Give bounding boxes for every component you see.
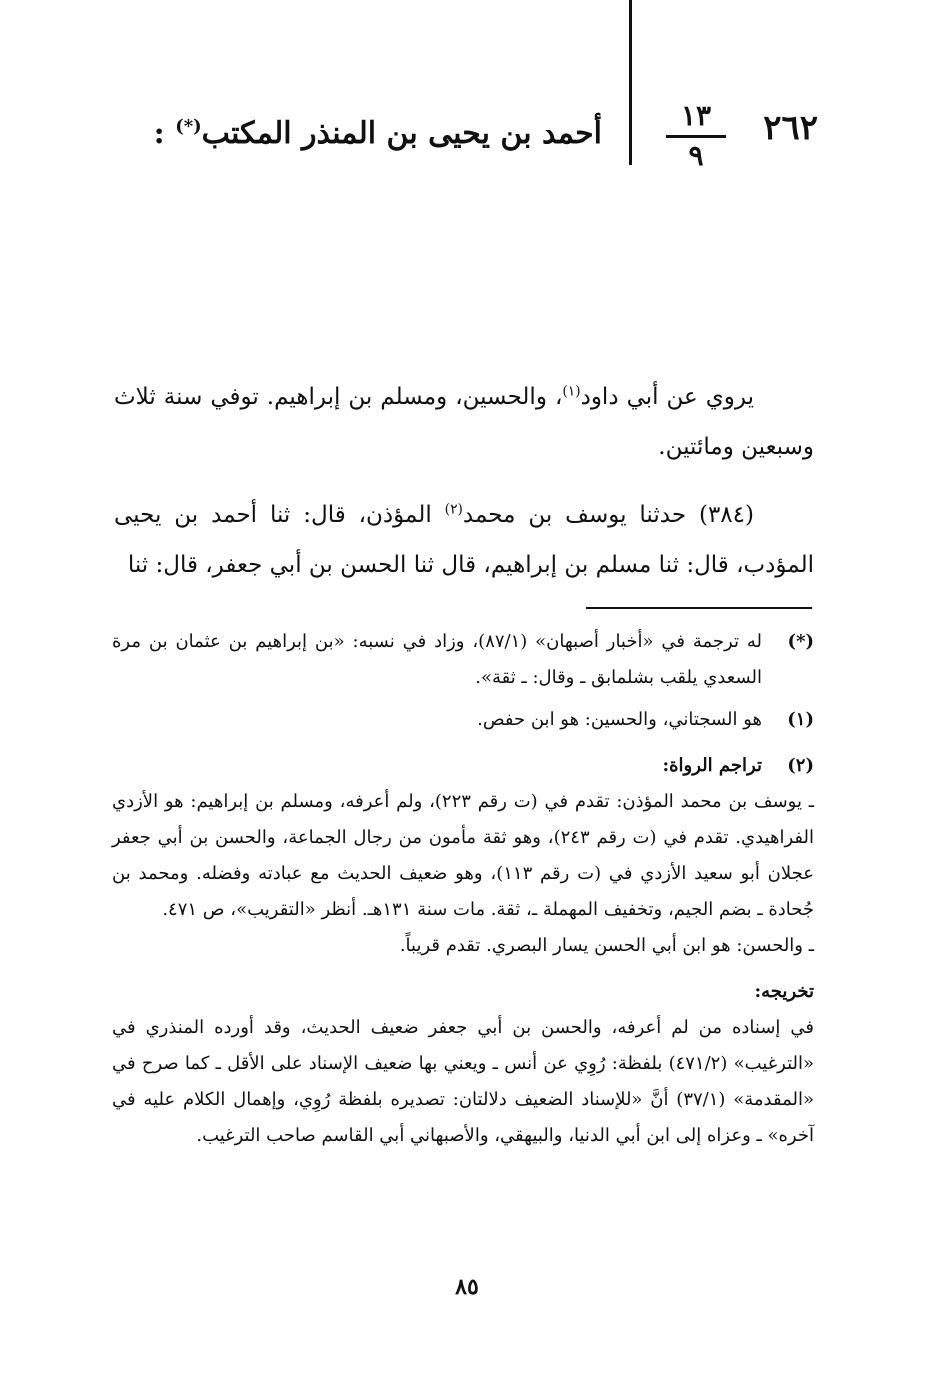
footnote-2 [112, 748, 814, 784]
footnote-ref-2: (٢) [444, 501, 463, 518]
takhrij-heading: تخريجه: [754, 981, 814, 1002]
footnotes [112, 624, 814, 1154]
footnote-marker: (٢) [787, 755, 814, 776]
title-colon: : [153, 116, 165, 151]
entry-title-text: أحمد بن يحيى بن المنذر المكتب [201, 116, 602, 151]
para2-text-b: المؤذن، قال: ثنا أحمد بن يحيى المؤدب، قال: ثنا مسلم بن إبراهيم، قال ثنا الحسن بن أبي جعفر، قال: ثنا [114, 502, 814, 578]
takhrij-text: في إسناده من لم أعرفه، والحسن بن أبي جعفر ضعيف الحديث، وقد أورده المنذري في «الترغيب» (٤٧١/٢) بلفظة: رُوِي عن أنس ـ ويعني بها ضعيف الإسناد على الأقل ـ كما صرح في «المقدمة» (٣٧/١) أنَّ «للإسناد الضعيف دلالتان: تصديره بلفظة رُوِي، وإهمال الكلام عليه في آخره» ـ وعزاه إلى ابن أبي الدنيا، والبيهقي، والأصبهاني أبي القاسم صاحب الترغيب. [112, 1017, 814, 1146]
footnote-star [112, 624, 814, 696]
main-text [114, 372, 814, 590]
header-divider [629, 0, 632, 165]
footnote-heading [112, 748, 762, 784]
footnote-marker: (*) [787, 631, 814, 652]
fraction-numerator: ١٣ [680, 99, 712, 132]
footnote-1 [112, 702, 814, 738]
entry-number: ٢٦٢ [763, 108, 818, 148]
para1-text-a: يروي عن أبي داود [580, 384, 754, 410]
para2-text-a: (٣٨٤) حدثنا يوسف بن محمد [462, 502, 754, 528]
para1-text-b: ، والحسين، ومسلم بن إبراهيم. توفي سنة ثلاث وسبعين ومائتين. [114, 384, 814, 460]
footnote-marker: (١) [787, 709, 814, 730]
footnote-ref-1: (١) [562, 383, 581, 400]
narrator-bio-1: ـ يوسف بن محمد المؤذن: تقدم في (ت رقم ٢٢٣)، ولم أعرفه، ومسلم بن إبراهيم: هو الأزدي الفراهيدي. تقدم في (ت رقم ٢٤٣)، وهو ثقة مأمون من رجال الجماعة، والحسن بن أبي جعفر عجلان أبو سعيد الأزدي في (ت رقم ١١٣)، وهو ضعيف الحديث مع عبادته وفضله. ومحمد بن جُحادة ـ بضم الجيم، وتخفيف المهملة ـ، ثقة. مات سنة ١٣١هـ. أنظر «التقريب»، ص ٤٧١. [112, 791, 815, 920]
footnote-separator [586, 607, 812, 609]
fraction-bar [666, 135, 726, 138]
footnote-text: له ترجمة في «أخبار أصبهان» (٨٧/١)، وزاد في نسبه: «بن إبراهيم بن عثمان بن مرة السعدي يلقب بشلمابق ـ وقال: ـ ثقة». [112, 631, 762, 688]
fraction-denominator: ٩ [688, 139, 704, 172]
page-number: ٨٥ [455, 1274, 479, 1300]
paragraph-hadith [114, 490, 814, 590]
footnote-text: هو السجتاني، والحسين: هو ابن حفص. [477, 709, 762, 730]
volume-page-fraction [666, 100, 726, 171]
narrators-heading: تراجم الرواة: [662, 755, 762, 776]
entry-title [154, 112, 602, 156]
title-footnote-marker: (*) [175, 116, 202, 137]
narrator-bio-2: ـ والحسن: هو ابن أبي الحسن يسار البصري. تقدم قريباً. [399, 935, 814, 956]
paragraph-biography [114, 372, 814, 472]
